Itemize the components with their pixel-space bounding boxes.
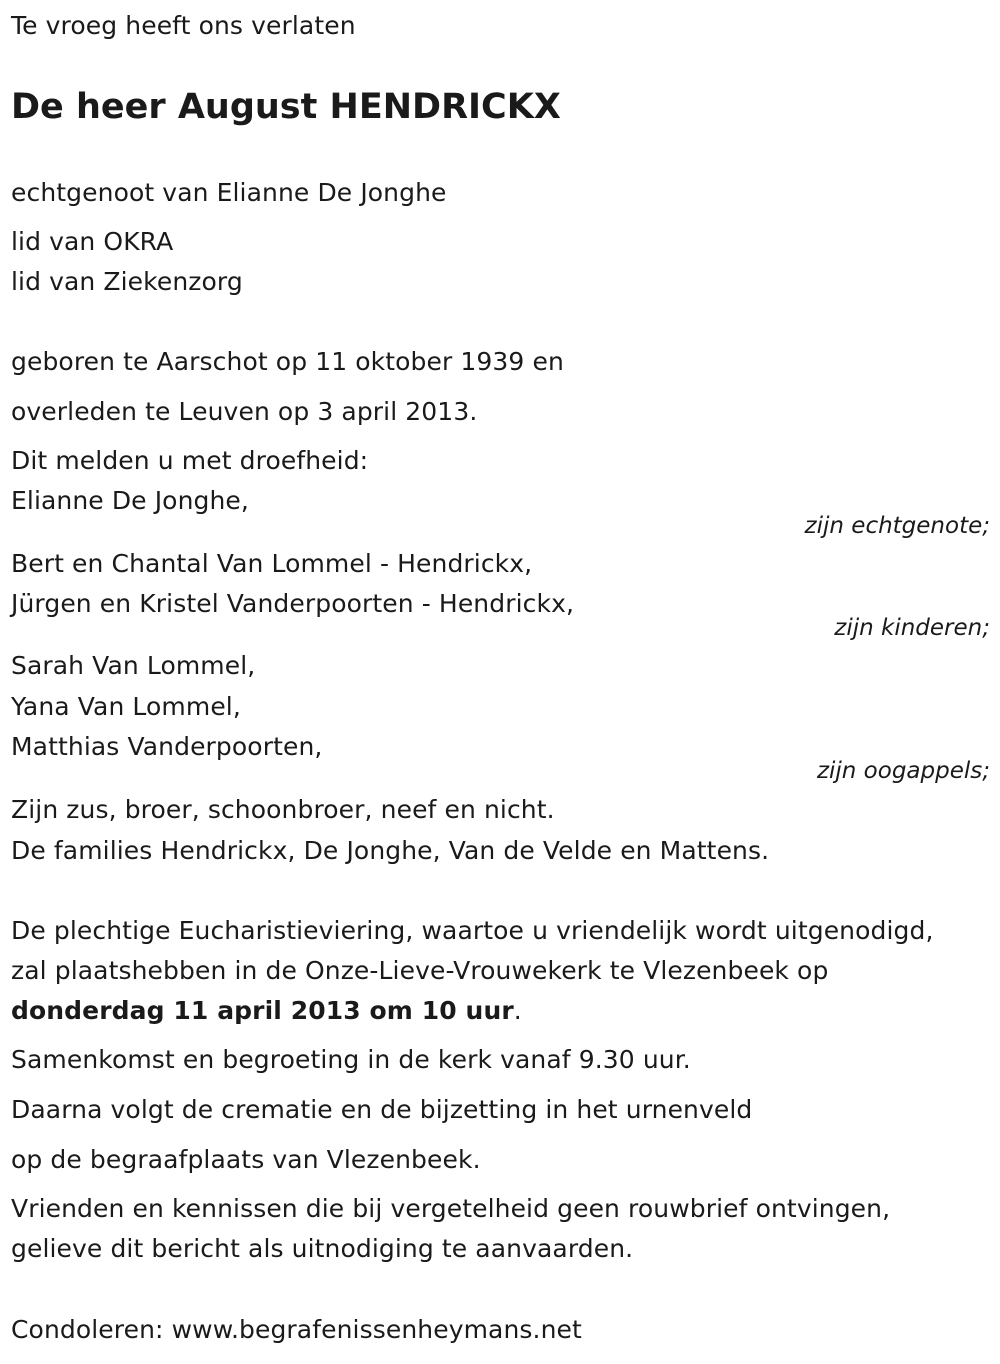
cremation-line-2: op de begraafplaats van Vlezenbeek. bbox=[11, 1145, 481, 1174]
birth-line: geboren te Aarschot op 11 oktober 1939 en bbox=[11, 347, 564, 376]
spouse-name: Elianne De Jonghe, bbox=[11, 486, 249, 515]
child-name-1: Bert en Chantal Van Lommel - Hendrickx, bbox=[11, 549, 533, 578]
membership-ziekenzorg: lid van Ziekenzorg bbox=[11, 267, 243, 296]
ceremony-line-1: De plechtige Eucharistieviering, waartoe u vriendelijk wordt uitgenodigd, bbox=[11, 916, 934, 945]
child-name-2: Jürgen en Kristel Vanderpoorten - Hendrickx, bbox=[11, 589, 575, 618]
announcement-line: Dit melden u met droefheid: bbox=[11, 446, 369, 475]
ceremony-line-2: zal plaatshebben in de Onze-Lieve-Vrouwekerk te Vlezenbeek op bbox=[11, 956, 829, 985]
ceremony-date: donderdag 11 april 2013 om 10 uur bbox=[11, 996, 514, 1025]
spouse-line: echtgenoot van Elianne De Jonghe bbox=[11, 178, 447, 207]
death-line: overleden te Leuven op 3 april 2013. bbox=[11, 397, 478, 426]
gathering-line: Samenkomst en begroeting in de kerk vanaf 9.30 uur. bbox=[11, 1045, 691, 1074]
intro-text: Te vroeg heeft ons verlaten bbox=[11, 11, 356, 40]
grandchild-name-3: Matthias Vanderpoorten, bbox=[11, 732, 323, 761]
ceremony-date-end: . bbox=[513, 996, 522, 1025]
friends-line-1: Vrienden en kennissen die bij vergetelheid geen rouwbrief ontvingen, bbox=[11, 1194, 891, 1223]
ceremony-date-line bbox=[11, 996, 522, 1026]
grandchild-name-1: Sarah Van Lommel, bbox=[11, 651, 256, 680]
spouse-role: zijn echtgenote; bbox=[804, 513, 990, 539]
grandchildren-role: zijn oogappels; bbox=[816, 758, 990, 784]
relatives-line-2: De families Hendrickx, De Jonghe, Van de Velde en Mattens. bbox=[11, 836, 770, 865]
membership-okra: lid van OKRA bbox=[11, 227, 174, 256]
grandchild-name-2: Yana Van Lommel, bbox=[11, 692, 241, 721]
children-role: zijn kinderen; bbox=[834, 615, 990, 641]
cremation-line-1: Daarna volgt de crematie en de bijzetting in het urnenveld bbox=[11, 1095, 753, 1124]
deceased-name: De heer August HENDRICKX bbox=[11, 87, 561, 127]
friends-line-2: gelieve dit bericht als uitnodiging te aanvaarden. bbox=[11, 1234, 634, 1263]
relatives-line-1: Zijn zus, broer, schoonbroer, neef en nicht. bbox=[11, 795, 555, 824]
condolences-line: Condoleren: www.begrafenissenheymans.net bbox=[11, 1315, 582, 1344]
